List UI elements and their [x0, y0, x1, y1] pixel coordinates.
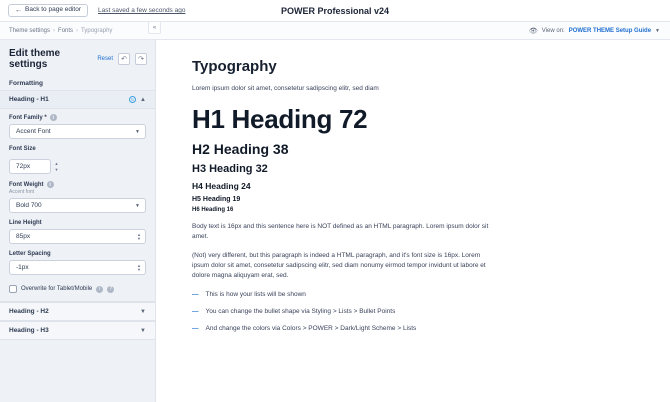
- preview-lead-text: Lorem ipsum dolor sit amet, consetetur sadipscing elitr, sed diam: [192, 85, 379, 92]
- preview-bullet-list: [192, 290, 644, 333]
- chevron-up-icon: ▲: [140, 96, 146, 103]
- accordion-heading-h2[interactable]: [0, 302, 155, 321]
- overwrite-checkbox[interactable]: [9, 285, 17, 293]
- chevron-down-icon: ▼: [655, 27, 660, 34]
- bullet-marker-icon: —: [192, 291, 199, 299]
- overwrite-label: Overwrite for Tablet/Mobile: [21, 286, 93, 292]
- chevron-down-icon: ▼: [140, 327, 146, 334]
- letter-spacing-stepper[interactable]: [137, 264, 141, 272]
- stepper-down-icon[interactable]: ▼: [137, 266, 141, 272]
- preview-h6: H6 Heading 16: [192, 207, 234, 213]
- page-title: POWER Professional v24: [280, 5, 390, 16]
- info-icon[interactable]: i: [47, 181, 54, 188]
- font-size-label: Font Size: [9, 146, 36, 152]
- top-bar: [0, 0, 670, 22]
- line-height-label-row: [9, 220, 146, 226]
- stepper-up-icon[interactable]: ▲: [137, 231, 141, 237]
- accordion-heading-h1[interactable]: [0, 90, 155, 109]
- accordion-heading-h3[interactable]: [0, 321, 155, 340]
- preview-h1: H1 Heading 72: [192, 104, 368, 134]
- list-item: [192, 324, 492, 334]
- info-icon[interactable]: i: [96, 286, 103, 293]
- font-family-select[interactable]: [9, 124, 146, 139]
- field-font-family: [0, 109, 155, 141]
- breadcrumb: [0, 28, 112, 34]
- field-font-weight: [0, 176, 155, 215]
- font-size-stepper[interactable]: [52, 159, 61, 174]
- back-to-page-editor-button[interactable]: [8, 4, 88, 17]
- stepper-down-icon[interactable]: ▼: [54, 167, 59, 172]
- letter-spacing-value: -1px: [16, 264, 29, 271]
- font-weight-select[interactable]: [9, 198, 146, 213]
- breadcrumb-bar: [0, 22, 670, 40]
- preview-paragraph-2: (Not) very different, but this paragraph is indeed a HTML paragraph, and it's font size is 16px. Lorem ipsum dolor sit amet, consetetur sadipscing elitr, sed diam nonumy eirmod tempor invidunt ut labore et dolore magna aliquyam erat, sed.: [192, 252, 486, 280]
- back-button-label: Back to page editor: [25, 6, 82, 14]
- letter-spacing-input[interactable]: [9, 260, 146, 275]
- font-size-input[interactable]: [9, 159, 51, 174]
- double-chevron-left-icon: «: [152, 24, 157, 31]
- preview-h4: H4 Heading 24: [192, 181, 251, 191]
- bullet-marker-icon: —: [192, 308, 199, 316]
- theme-settings-sidebar: [0, 40, 156, 402]
- formatting-label: Formatting: [9, 80, 43, 87]
- info-icon[interactable]: i: [50, 114, 57, 121]
- font-size-label-row: [9, 146, 146, 152]
- stepper-down-icon[interactable]: ▼: [137, 235, 141, 241]
- eye-icon: 👁: [528, 27, 538, 35]
- stepper-up-icon[interactable]: ▲: [137, 262, 141, 268]
- preview-h2: H2 Heading 38: [192, 141, 289, 157]
- left-arrow-icon: ←: [15, 7, 22, 14]
- chevron-down-icon: ▼: [140, 308, 146, 315]
- font-weight-label: Font Weight: [9, 181, 44, 188]
- bullet-marker-icon: —: [192, 324, 199, 332]
- list-item: [192, 290, 492, 300]
- last-saved-status[interactable]: Last saved a few seconds ago: [98, 7, 186, 14]
- undo-icon[interactable]: ↶: [118, 53, 130, 65]
- field-line-height: [0, 215, 155, 246]
- font-weight-label-row: [9, 181, 146, 188]
- view-on-selector[interactable]: [529, 22, 660, 39]
- breadcrumb-separator: ›: [76, 27, 79, 34]
- overwrite-tablet-mobile-row[interactable]: [0, 277, 155, 302]
- field-font-size: [0, 141, 155, 176]
- letter-spacing-label: Letter Spacing: [9, 251, 51, 257]
- question-icon[interactable]: ?: [107, 286, 114, 293]
- letter-spacing-label-row: [9, 251, 146, 257]
- line-height-stepper[interactable]: [137, 233, 141, 241]
- list-item-text: This is how your lists will be shown: [205, 291, 306, 299]
- preview-h3: H3 Heading 32: [192, 163, 268, 175]
- list-item-text: And change the colors via Colors > POWER > Dark/Light Scheme > Lists: [205, 324, 417, 332]
- preview-h5: H5 Heading 19: [192, 196, 241, 203]
- list-item-text: You can change the bullet shape via Styling > Lists > Bullet Points: [205, 308, 396, 316]
- reset-button[interactable]: Reset: [97, 56, 113, 62]
- preview-paragraph-1: Body text is 16px and this sentence here is NOT defined as an HTML paragraph. Lorem ipsum dolor sit amet.: [192, 223, 489, 241]
- font-family-value: Accent Font: [16, 128, 51, 135]
- view-on-value[interactable]: POWER THEME Setup Guide: [568, 27, 652, 34]
- line-height-input[interactable]: [9, 229, 146, 244]
- stepper-up-icon[interactable]: ▲: [54, 161, 59, 166]
- collapse-sidebar-button[interactable]: [148, 21, 161, 34]
- accordion-heading-h2-label: Heading - H2: [9, 308, 49, 315]
- preview-page-title: Typography: [192, 58, 277, 75]
- redo-icon[interactable]: ↷: [135, 53, 147, 65]
- sidebar-title: Edit theme settings: [9, 48, 61, 70]
- font-weight-sublabel: Accent font: [9, 189, 35, 195]
- line-height-label: Line Height: [9, 220, 42, 226]
- font-family-label: Font Family *: [9, 114, 47, 121]
- preview-canvas: [156, 40, 670, 402]
- main-body: [0, 40, 670, 402]
- font-weight-value: Bold 700: [16, 202, 42, 209]
- list-item: [192, 307, 492, 317]
- view-on-label: View on:: [541, 27, 565, 34]
- field-letter-spacing: [0, 246, 155, 277]
- font-family-label-row: [9, 114, 146, 121]
- sync-icon: ↻: [130, 97, 135, 102]
- sidebar-header: [0, 40, 155, 76]
- breadcrumb-item-theme-settings[interactable]: Theme settings: [9, 27, 51, 34]
- line-height-value: 85px: [16, 233, 31, 240]
- breadcrumb-separator: ›: [53, 27, 56, 34]
- accordion-heading-h1-label: Heading - H1: [9, 96, 49, 103]
- breadcrumb-item-typography: Typography: [81, 27, 113, 34]
- font-size-value: 72px: [16, 163, 31, 170]
- font-size-input-wrap: [9, 159, 59, 174]
- breadcrumb-item-fonts[interactable]: Fonts: [58, 27, 74, 34]
- chevron-down-icon: ▼: [135, 202, 140, 209]
- chevron-down-icon: ▼: [135, 128, 140, 135]
- accordion-heading-h3-label: Heading - H3: [9, 327, 49, 334]
